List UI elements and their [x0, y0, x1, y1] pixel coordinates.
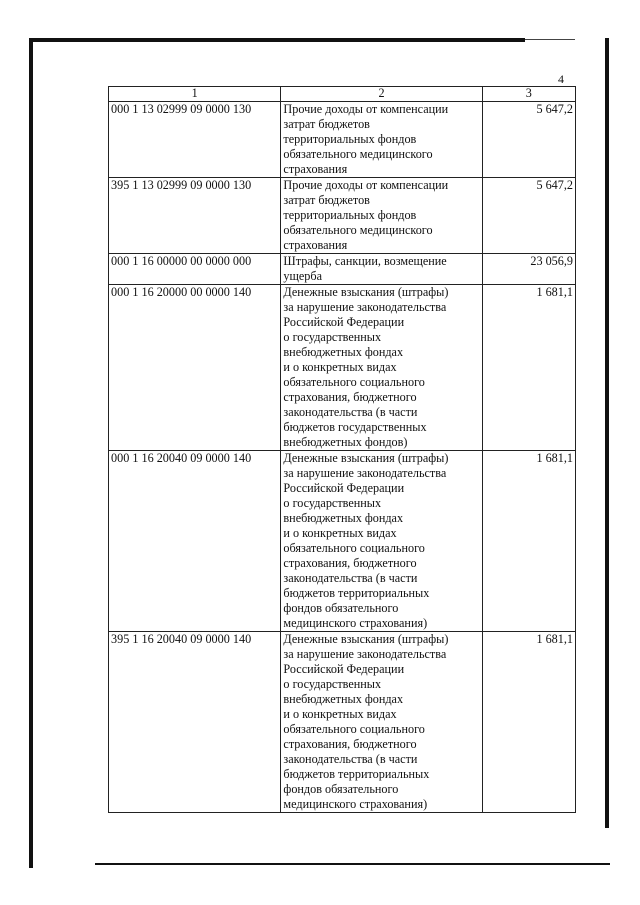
revenue-name-line: за нарушение законодательства — [283, 300, 447, 314]
revenue-name-cell — [281, 102, 482, 178]
revenue-name-line: Прочие доходы от компенсации — [283, 178, 449, 192]
classification-code: 395 1 16 20040 09 0000 140 — [109, 632, 281, 813]
revenue-name-line: о государственных — [283, 496, 382, 510]
table-row — [109, 102, 576, 178]
revenue-name-line: обязательного социального — [283, 375, 425, 389]
column-header-name: 2 — [281, 87, 482, 102]
revenue-name-line: и о конкретных видах — [283, 526, 397, 540]
table-header-row — [109, 87, 576, 102]
revenue-name-line: страхования — [283, 162, 348, 176]
revenue-name-line: территориальных фондов — [283, 132, 417, 146]
table-row — [109, 451, 576, 632]
revenue-name-line: внебюджетных фондах — [283, 345, 404, 359]
table-body — [109, 102, 576, 813]
revenue-name-line: обязательного медицинского — [283, 223, 433, 237]
revenue-name-line: за нарушение законодательства — [283, 466, 447, 480]
revenue-name-line: за нарушение законодательства — [283, 647, 447, 661]
revenue-name-line: бюджетов территориальных — [283, 586, 430, 600]
revenue-name-cell — [281, 178, 482, 254]
revenue-name-line: обязательного медицинского — [283, 147, 433, 161]
table-row — [109, 178, 576, 254]
amount-value: 1 681,1 — [482, 632, 575, 813]
revenue-name-line: Штрафы, санкции, возмещение — [283, 254, 447, 268]
revenue-name-line: внебюджетных фондов) — [283, 435, 408, 449]
classification-code: 000 1 16 00000 00 0000 000 — [109, 254, 281, 285]
revenue-name-line: законодательства (в части — [283, 571, 418, 585]
revenue-name-line: фондов обязательного — [283, 601, 399, 615]
revenue-name-line: внебюджетных фондах — [283, 511, 404, 525]
revenue-name-line: обязательного социального — [283, 722, 425, 736]
revenue-name-line: страхования, бюджетного — [283, 390, 417, 404]
revenue-name-line: страхования, бюджетного — [283, 556, 417, 570]
revenue-name-line: о государственных — [283, 330, 382, 344]
revenue-name-line: территориальных фондов — [283, 208, 417, 222]
revenue-name-line: законодательства (в части — [283, 405, 418, 419]
classification-code: 000 1 16 20000 00 0000 140 — [109, 285, 281, 451]
revenue-name-cell — [281, 254, 482, 285]
table-row — [109, 285, 576, 451]
classification-code: 395 1 13 02999 09 0000 130 — [109, 178, 281, 254]
scan-border-top — [30, 38, 525, 42]
revenue-name-line: Прочие доходы от компенсации — [283, 102, 449, 116]
revenue-name-line: законодательства (в части — [283, 752, 418, 766]
amount-value: 1 681,1 — [482, 285, 575, 451]
revenue-name-line: о государственных — [283, 677, 382, 691]
revenue-name-cell — [281, 632, 482, 813]
revenue-name-line: ущерба — [283, 269, 323, 283]
amount-value: 1 681,1 — [482, 451, 575, 632]
revenue-name-line: Денежные взыскания (штрафы) — [283, 451, 449, 465]
budget-revenue-table — [108, 86, 576, 813]
column-header-code: 1 — [109, 87, 281, 102]
revenue-name-line: обязательного социального — [283, 541, 425, 555]
revenue-name-line: Денежные взыскания (штрафы) — [283, 632, 449, 646]
scan-border-top-thin — [525, 39, 575, 40]
column-header-value: 3 — [482, 87, 575, 102]
revenue-name-line: медицинского страхования) — [283, 797, 428, 811]
classification-code: 000 1 13 02999 09 0000 130 — [109, 102, 281, 178]
revenue-name-line: внебюджетных фондах — [283, 692, 404, 706]
scan-border-bottom — [95, 863, 610, 865]
revenue-name-line: затрат бюджетов — [283, 117, 370, 131]
table-row — [109, 254, 576, 285]
revenue-name-line: страхования, бюджетного — [283, 737, 417, 751]
table-row — [109, 632, 576, 813]
revenue-name-line: Денежные взыскания (штрафы) — [283, 285, 449, 299]
classification-code: 000 1 16 20040 09 0000 140 — [109, 451, 281, 632]
revenue-name-line: страхования — [283, 238, 348, 252]
revenue-name-line: Российской Федерации — [283, 315, 405, 329]
amount-value: 23 056,9 — [482, 254, 575, 285]
revenue-name-line: и о конкретных видах — [283, 707, 397, 721]
revenue-name-line: и о конкретных видах — [283, 360, 397, 374]
revenue-name-line: Российской Федерации — [283, 662, 405, 676]
revenue-name-line: бюджетов государственных — [283, 420, 427, 434]
revenue-name-line: Российской Федерации — [283, 481, 405, 495]
revenue-name-line: затрат бюджетов — [283, 193, 370, 207]
revenue-name-line: бюджетов территориальных — [283, 767, 430, 781]
amount-value: 5 647,2 — [482, 102, 575, 178]
scan-border-left — [29, 38, 33, 868]
revenue-name-line: фондов обязательного — [283, 782, 399, 796]
revenue-name-line: медицинского страхования) — [283, 616, 428, 630]
scan-border-right — [605, 38, 609, 828]
amount-value: 5 647,2 — [482, 178, 575, 254]
revenue-name-cell — [281, 285, 482, 451]
page-number: 4 — [558, 72, 564, 86]
revenue-name-cell — [281, 451, 482, 632]
